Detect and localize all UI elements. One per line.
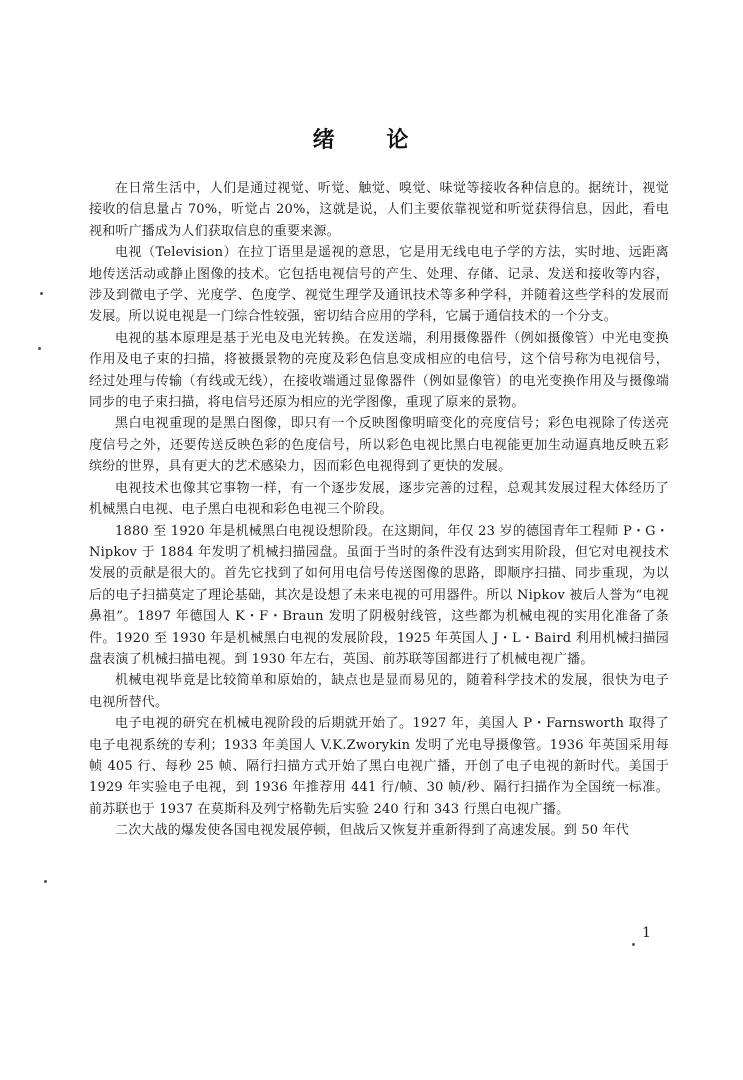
chapter-title: 绪 论: [312, 128, 431, 153]
paragraph: 二次大战的爆发使各国电视发展停顿，但战后又恢复并重新得到了高速发展。到 50 年代: [115, 823, 630, 839]
paragraph: 在日常生活中，人们是通过视觉、听觉、触觉、嗅觉、味觉等接收各种信息的。据统计，视觉接收的信息量占 70%，听觉占 20%，这就是说，人们主要依靠视觉和听觉获得信息，因此，看电视和听广播成为人们获取信息的重要来源。: [89, 181, 669, 239]
paragraph: 机械电视毕竟是比较简单和原始的，缺点也是显而易见的，随着科学技术的发展，很快为电子电视所替代。: [89, 673, 669, 710]
paragraph: 1880 至 1920 年是机械黑白电视设想阶段。在这期间，年仅 23 岁的德国青年工程师 P・G・Nipkov 于 1884 年发明了机械扫描园盘。虽面于当时的条件没有达到实用阶段，但它对电视技术发展的贡献是很大的。首先它找到了如何用电信号传送图像的思路，即顺序扫描、同步重现，为以后的电子扫描莫定了理论基础，其次是设想了未来电视的可用器件。所以 Nipkov 被后人誉为“电视鼻祖”。1897 年德国人 K・F・Braun 发明了阴极射线管，这些都为机械电视的实用化准备了条件。1920 至 1930 年是机械黑白电视的发展阶段，1925 年英国人 J・L・Baird 利用机械扫描园盘表演了机械扫描电视。到 1930 年左右，英国、前苏联等国都进行了机械电视广播。: [89, 523, 669, 667]
scan-speck: [44, 880, 47, 883]
scan-speck: [40, 292, 43, 295]
paragraph: 黑白电视重现的是黑白图像，即只有一个反映图像明暗变化的亮度信号；彩色电视除了传送亮度信号之外，还要传送反映色彩的色度信号，所以彩色电视比黑白电视能更加生动逼真地反映五彩缤纷的世界，具有更大的艺术感染力，因而彩色电视得到了更快的发展。: [89, 416, 669, 475]
paragraph: 电视（Television）在拉丁语里是遥视的意思，它是用无线电电子学的方法，实时地、远距离地传送活动或静止图像的技术。它包括电视信号的产生、处理、存储、记录、发送和接收等内容，涉及到微电子学、光度学、色度学、视觉生理学及通讯技术等多种学科，并随着这些学科的发展而发展。所以说电视是一门综合性较强，密切结合应用的学科，它属于通信技术的一个分支。: [89, 245, 669, 325]
paragraph: 电视的基本原理是基于光电及电光转换。在发送端，利用摄像器件（例如摄像管）中光电变换作用及电子束的扫描，将被摄景物的亮度及彩色信息变成相应的电信号，这个信号称为电视信号，经过处理与传输（有线或无线），在接收端通过显像器件（例如显像管）的电光变换作用及与摄像端同步的电子束扫描，将电信号还原为相应的光学图像，重现了原来的景物。: [89, 330, 669, 411]
paragraph: 电子电视的研究在机械电视阶段的后期就开始了。1927 年，美国人 P・Farnsworth 取得了电子电视系统的专利；1933 年美国人 V.K.Zworykin 发明了光电导摄像管。1936 年英国采用每帧 405 行、每秒 25 帧、隔行扫描方式开始了黑白电视广播，开创了电子电视的新时代。美国于 1929 年实验电子电视，到 1936 年推荐用 441 行/帧、30 帧/秒、隔行扫描作为全国统一标准。前苏联也于 1937 在莫斯科及列宁格勒先后实验 240 行和 343 行黑白电视广播。: [89, 716, 669, 817]
scan-speck: [632, 943, 635, 946]
page-number: 1: [642, 925, 651, 941]
scan-speck: [38, 347, 41, 350]
paragraph: 电视技术也像其它事物一样，有一个逐步发展，逐步完善的过程，总观其发展过程大体经历了机械黑白电视、电子黑白电视和彩色电视三个阶段。: [89, 480, 669, 518]
body-text: [89, 178, 669, 842]
